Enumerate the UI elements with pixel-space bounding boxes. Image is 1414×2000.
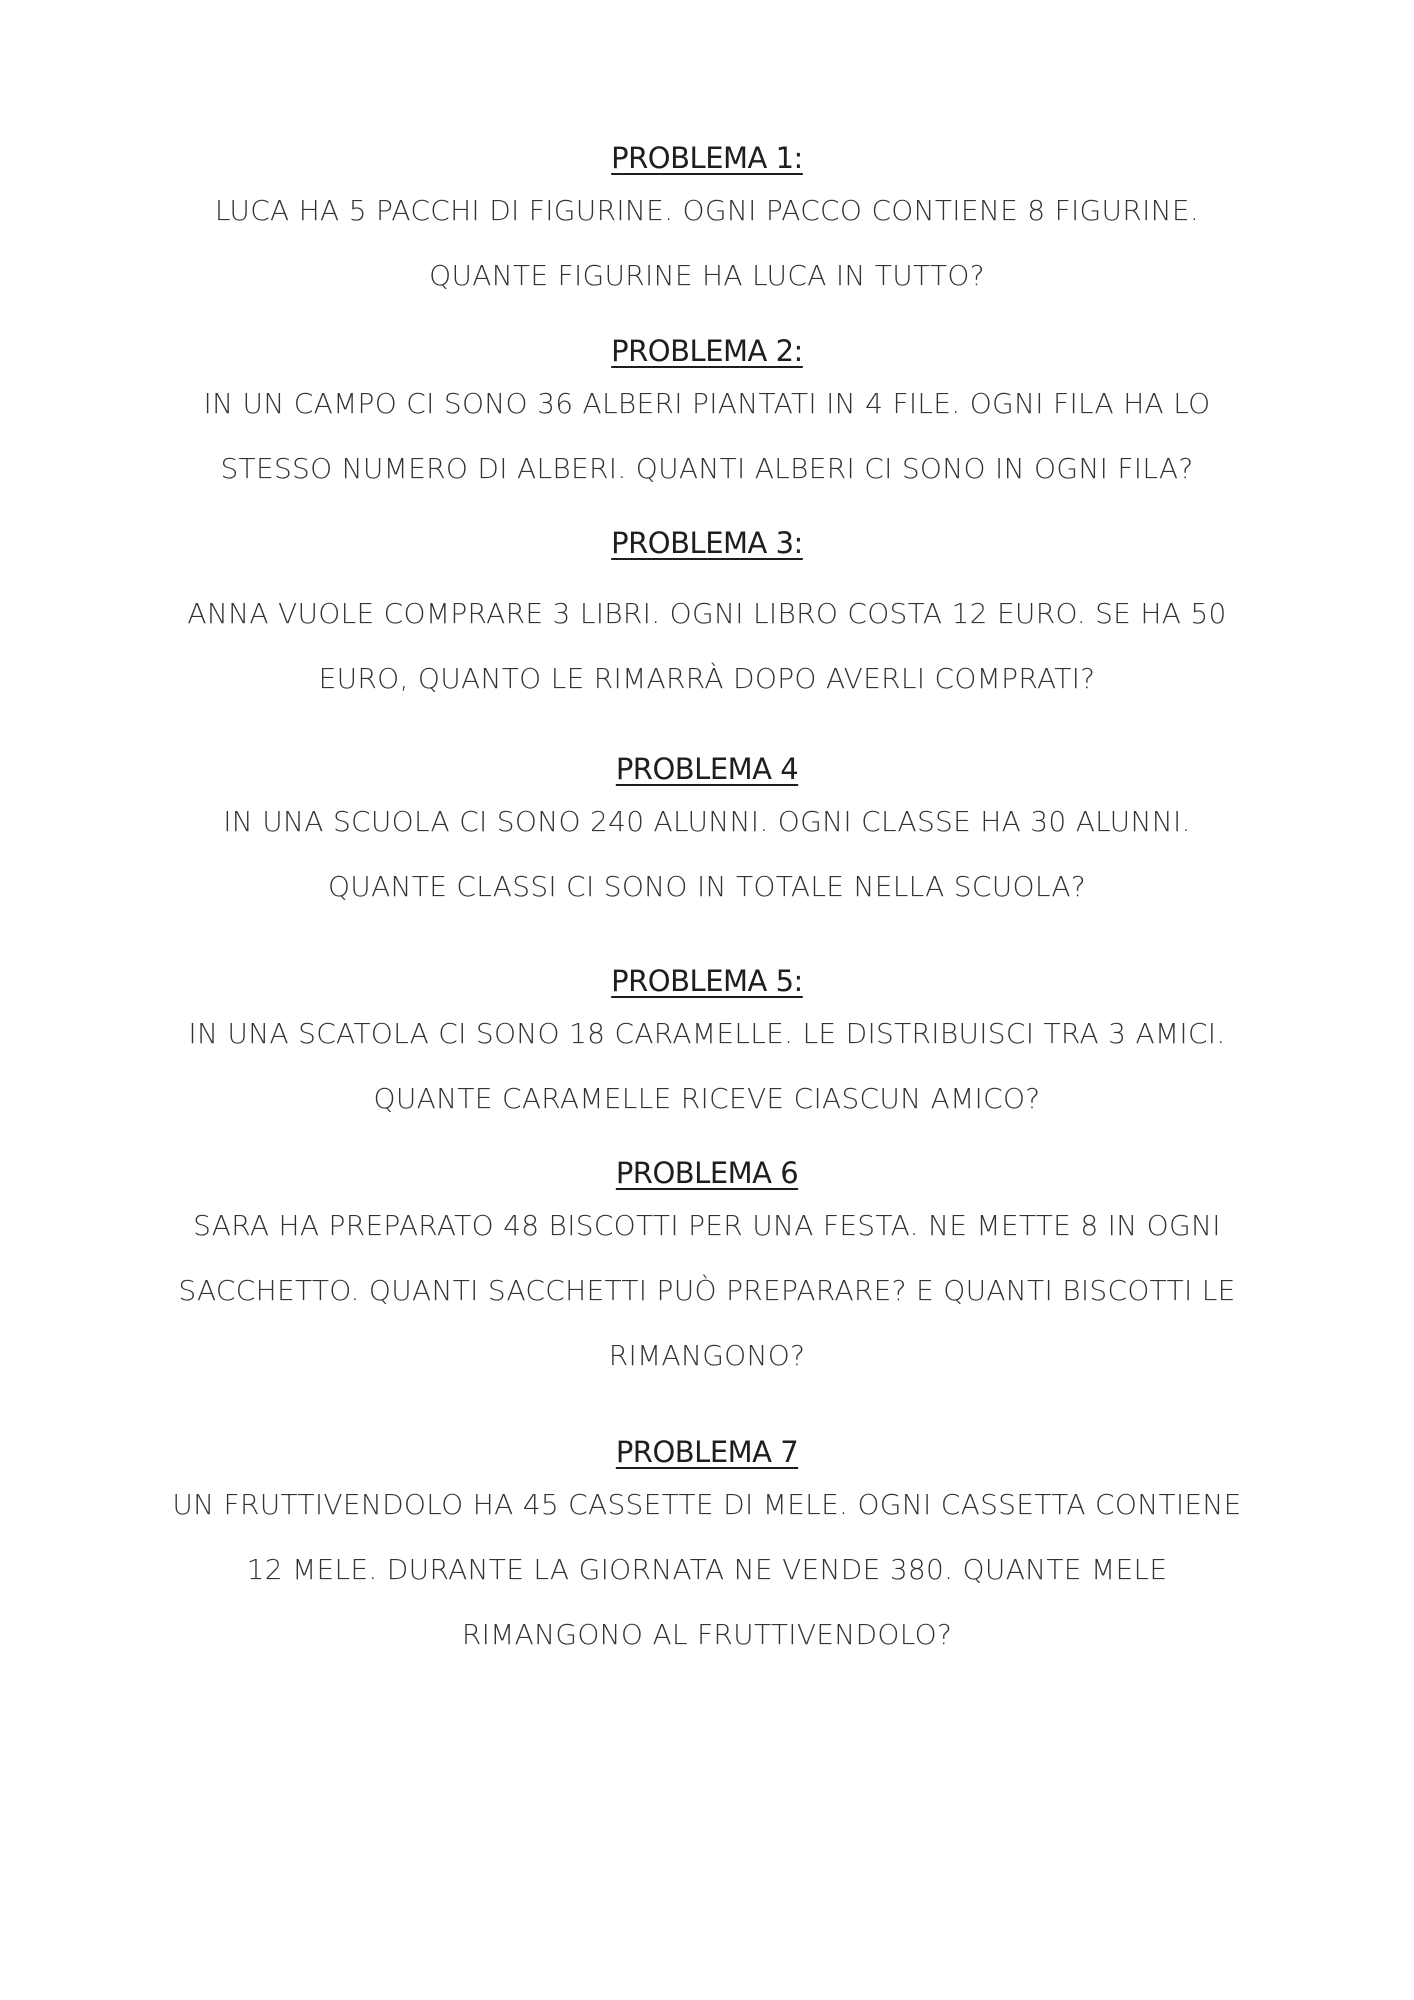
problem-line: ANNA VUOLE COMPRARE 3 LIBRI. OGNI LIBRO COSTA 12 EURO. SE HA 50 <box>187 597 1227 630</box>
problem-line: IN UNA SCATOLA CI SONO 18 CARAMELLE. LE DISTRIBUISCI TRA 3 AMICI. <box>188 1017 1226 1050</box>
problem-line: LUCA HA 5 PACCHI DI FIGURINE. OGNI PACCO CONTIENE 8 FIGURINE. <box>214 194 1200 227</box>
problem-4 <box>120 749 1294 919</box>
problem-line: 12 MELE. DURANTE LA GIORNATA NE VENDE 380. QUANTE MELE <box>246 1553 1168 1586</box>
problem-2 <box>120 331 1294 501</box>
problem-text <box>120 1193 1294 1388</box>
problem-title: PROBLEMA 6 <box>615 1156 799 1190</box>
problem-line: IN UN CAMPO CI SONO 36 ALBERI PIANTATI IN 4 FILE. OGNI FILA HA LO <box>203 387 1211 420</box>
problem-text <box>120 581 1294 711</box>
problem-line: SARA HA PREPARATO 48 BISCOTTI PER UNA FESTA. NE METTE 8 IN OGNI <box>193 1209 1221 1242</box>
problem-line: RIMANGONO? <box>608 1339 806 1372</box>
problem-line: UN FRUTTIVENDOLO HA 45 CASSETTE DI MELE. OGNI CASSETTA CONTIENE <box>172 1488 1242 1521</box>
problem-text <box>120 789 1294 919</box>
problem-title: PROBLEMA 4 <box>615 752 799 786</box>
problem-6 <box>120 1153 1294 1388</box>
problem-title: PROBLEMA 2: <box>611 334 803 368</box>
problem-text <box>120 178 1294 308</box>
problem-text <box>120 371 1294 501</box>
problem-text <box>120 1001 1294 1131</box>
problem-title: PROBLEMA 7 <box>615 1435 799 1469</box>
problem-3 <box>120 523 1294 711</box>
problem-line: STESSO NUMERO DI ALBERI. QUANTI ALBERI CI SONO IN OGNI FILA? <box>220 452 1194 485</box>
problem-1 <box>120 138 1294 308</box>
problem-line: QUANTE FIGURINE HA LUCA IN TUTTO? <box>429 259 985 292</box>
problem-line: QUANTE CARAMELLE RICEVE CIASCUN AMICO? <box>373 1082 1041 1115</box>
problem-line: IN UNA SCUOLA CI SONO 240 ALUNNI. OGNI CLASSE HA 30 ALUNNI. <box>223 805 1191 838</box>
problem-line: QUANTE CLASSI CI SONO IN TOTALE NELLA SCUOLA? <box>327 870 1087 903</box>
problem-line: EURO, QUANTO LE RIMARRÀ DOPO AVERLI COMPRATI? <box>318 662 1096 695</box>
problem-5 <box>120 961 1294 1131</box>
problem-7 <box>120 1432 1294 1667</box>
problem-line: RIMANGONO AL FRUTTIVENDOLO? <box>461 1618 953 1651</box>
problem-text <box>120 1472 1294 1667</box>
problem-title: PROBLEMA 3: <box>611 526 803 560</box>
problem-line: SACCHETTO. QUANTI SACCHETTI PUÒ PREPARARE? E QUANTI BISCOTTI LE <box>178 1274 1236 1307</box>
problem-title: PROBLEMA 1: <box>611 141 803 175</box>
problem-title: PROBLEMA 5: <box>611 964 803 998</box>
